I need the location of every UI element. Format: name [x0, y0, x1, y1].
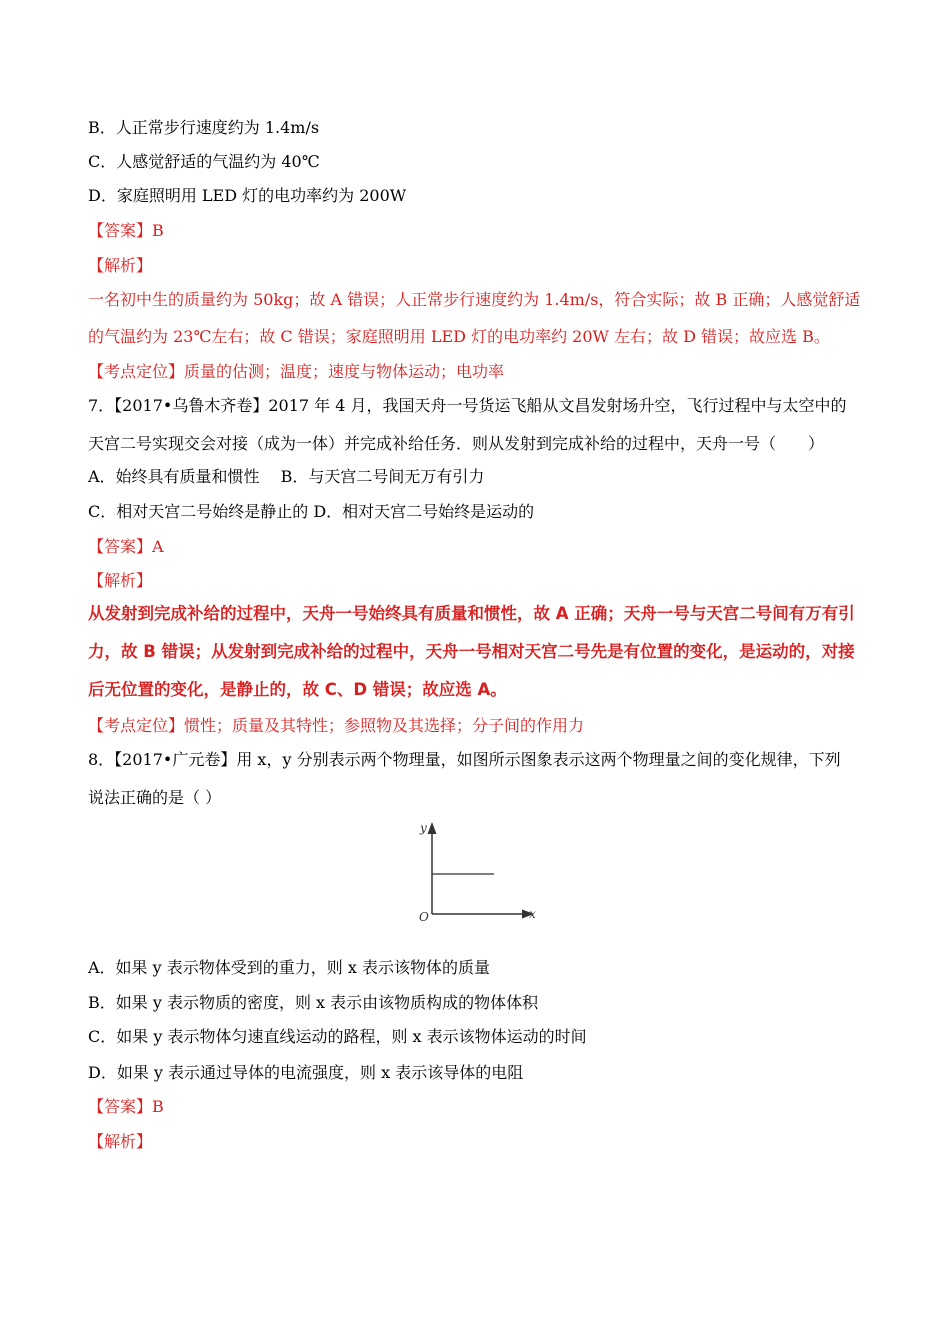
q6-analysis-line: 的气温约为 23℃左右；故 C 错误；家庭照明用 LED 灯的电功率约 20W 左右；故 D 错误；故应选 B。	[88, 327, 830, 346]
q7-options-cd: C．相对天宫二号始终是静止的 D．相对天宫二号始终是运动的	[88, 502, 535, 521]
q8-stem-line: 说法正确的是（ ）	[88, 788, 222, 807]
q7-analysis-line: 力，故 B 错误；从发射到完成补给的过程中，天舟一号相对天宫二号先是有位置的变化，是运动的，对接	[88, 642, 855, 661]
q8-stem-line: 8．【2017•广元卷】用 x，y 分别表示两个物理量，如图所示图象表示这两个物理量之间的变化规律，下列	[88, 750, 841, 769]
q6-analysis-label: 【解析】	[88, 256, 153, 275]
q8-analysis-label: 【解析】	[88, 1132, 153, 1151]
q8-option-b: B．如果 y 表示物质的密度，则 x 表示由该物质构成的物体体积	[88, 993, 539, 1012]
q6-option-b: B．人正常步行速度约为 1.4m/s	[88, 118, 320, 137]
q6-option-d: D．家庭照明用 LED 灯的电功率约为 200W	[88, 186, 407, 205]
q7-analysis-label: 【解析】	[88, 571, 153, 590]
q7-analysis-line: 从发射到完成补给的过程中，天舟一号始终具有质量和惯性，故 A 正确；天舟一号与天宫二号间有万有引	[88, 604, 855, 623]
q8-option-c: C．如果 y 表示物体匀速直线运动的路程，则 x 表示该物体运动的时间	[88, 1027, 587, 1046]
y-axis-label: y	[420, 821, 427, 835]
q6-kaodian: 【考点定位】质量的估测；温度；速度与物体运动；电功率	[88, 362, 505, 381]
origin-label: O	[419, 910, 429, 924]
q8-graph-svg	[410, 818, 540, 928]
q6-option-c: C．人感觉舒适的气温约为 40℃	[88, 152, 320, 171]
q7-answer: 【答案】A	[88, 537, 164, 556]
q7-kaodian: 【考点定位】惯性；质量及其特性；参照物及其选择；分子间的作用力	[88, 716, 585, 735]
q6-answer: 【答案】B	[88, 221, 164, 240]
q8-option-a: A．如果 y 表示物体受到的重力，则 x 表示该物体的质量	[88, 958, 490, 977]
q7-options-ab: A．始终具有质量和惯性 B．与天宫二号间无万有引力	[88, 467, 485, 486]
q7-analysis-line: 后无位置的变化，是静止的，故 C、D 错误；故应选 A。	[88, 680, 507, 699]
x-axis-label: x	[529, 907, 536, 921]
q8-answer: 【答案】B	[88, 1097, 164, 1116]
q8-graph	[410, 818, 540, 928]
q7-stem-line: 天宫二号实现交会对接（成为一体）并完成补给任务．则从发射到完成补给的过程中，天舟一号（ ）	[88, 434, 825, 453]
q6-analysis-line: 一名初中生的质量约为 50kg；故 A 错误；人正常步行速度约为 1.4m/s，符合实际；故 B 正确；人感觉舒适	[88, 290, 861, 309]
q8-option-d: D．如果 y 表示通过导体的电流强度，则 x 表示该导体的电阻	[88, 1063, 524, 1082]
q7-stem-line: 7．【2017•乌鲁木齐卷】2017 年 4 月，我国天舟一号货运飞船从文昌发射场升空，飞行过程中与太空中的	[88, 396, 847, 415]
